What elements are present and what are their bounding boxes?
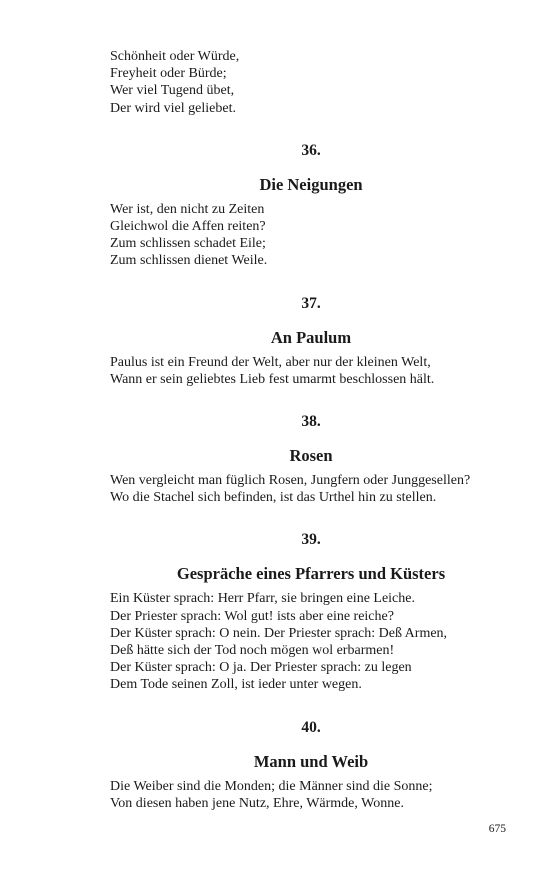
verse-line: Wen vergleicht man füglich Rosen, Jungfern oder Junggesellen? [110,473,471,489]
poem-37 [110,270,510,388]
verse-line: Gleichwol die Affen reiten? [110,219,266,235]
poem-title: Rosen [289,446,333,466]
verse-line: Der Priester sprach: Wol gut! ists aber eine reiche? [110,608,394,624]
poem-title: Mann und Weib [253,751,369,771]
poem-40 [110,694,510,812]
poem-title: Gespräche eines Pfarrers und Küsters [176,564,446,584]
verse-line: Deß hätte sich der Tod noch mögen wol erbarmen! [110,643,395,659]
poem-number: 37. [301,294,321,312]
verse-line: Von diesen haben jene Nutz, Ehre, Wärmde, Wonne. [110,795,404,811]
verse-line: Wer viel Tugend übet, [110,83,235,99]
verse-line: Paulus ist ein Freund der Welt, aber nur der kleinen Welt, [110,354,431,370]
poem-38 [110,388,510,506]
verse-line: Der Küster sprach: O nein. Der Priester sprach: Deß Armen, [110,625,448,641]
poem-title: Die Neigungen [259,174,363,194]
intro-stanza [110,48,510,117]
poem-36 [110,117,510,270]
verse-line: Schönheit oder Würde, [110,49,240,64]
verse-line: Wann er sein geliebtes Lieb fest umarmt beschlossen hält. [110,371,435,387]
poem-number: 40. [301,718,321,736]
verse-line: Die Weiber sind die Monden; die Männer sind die Sonne; [110,778,433,794]
verse-line: Wo die Stachel sich befinden, ist das Urthel hin zu stellen. [110,490,437,506]
verse-line: Der Küster sprach: O ja. Der Priester sprach: zu legen [110,660,412,676]
verse-line: Dem Tode seinen Zoll, ist ieder unter wegen. [110,677,362,693]
poem-number: 38. [301,413,321,431]
poem-number: 39. [301,531,321,549]
verse-line: Zum schlissen dienet Weile. [110,253,268,269]
page-number: 675 [488,823,506,835]
verse-line: Ein Küster sprach: Herr Pfarr, sie bringen eine Leiche. [110,591,415,607]
poem-title: An Paulum [270,327,352,347]
poem-number: 36. [301,141,321,159]
verse-line: Der wird viel geliebet. [110,100,236,116]
verse-line: Freyheit oder Bürde; [110,66,227,82]
verse-line: Wer ist, den nicht zu Zeiten [110,201,265,217]
poem-39 [110,506,510,693]
page-body [110,48,510,812]
verse-line: Zum schlissen schadet Eile; [110,236,266,252]
